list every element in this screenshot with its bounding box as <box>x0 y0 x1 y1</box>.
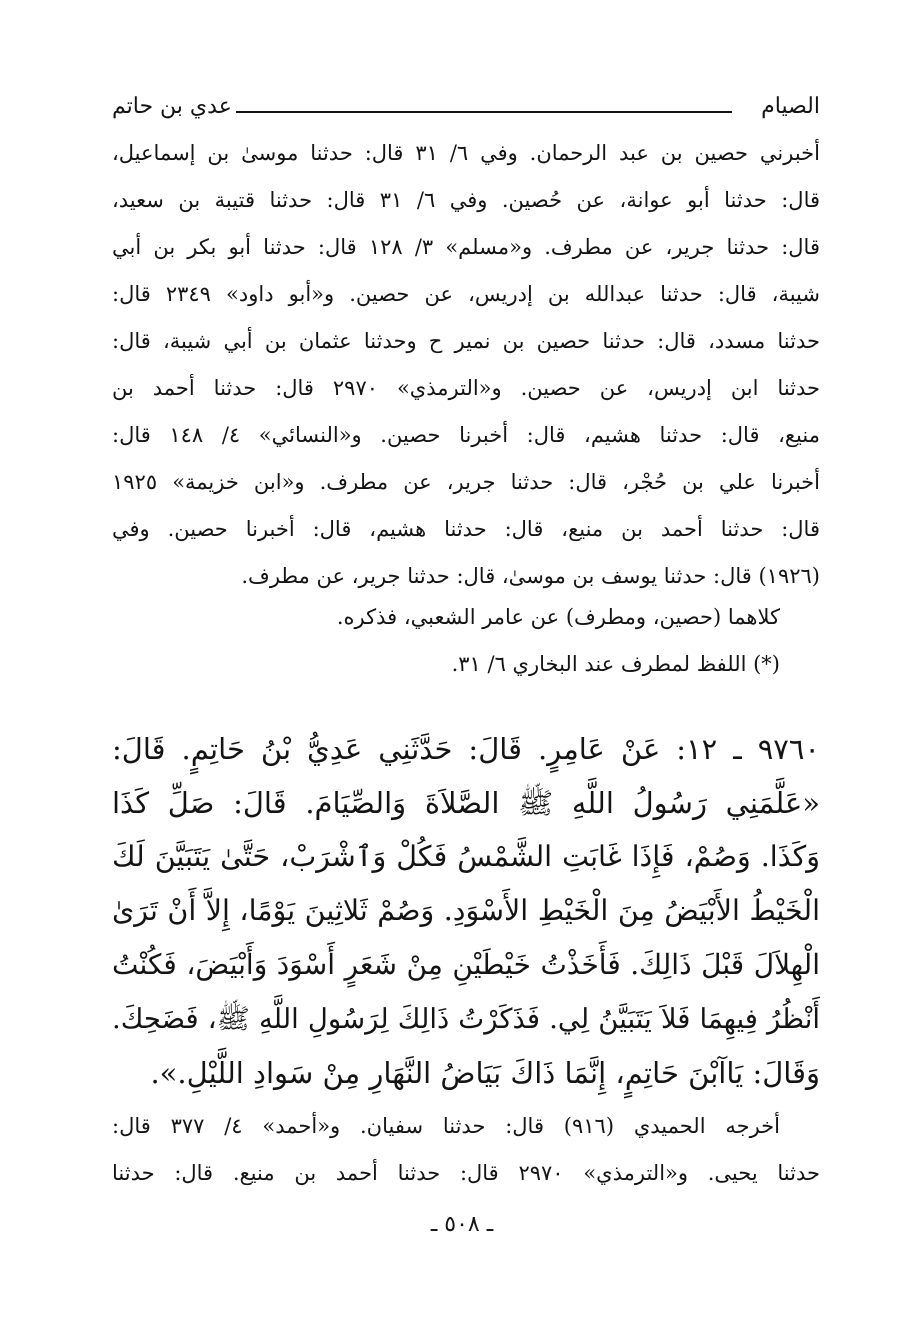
hadith-line: وَكَذَا. وَصُمْ، فَإِذَا غَابَتِ الشَّمْسُ فَكُلْ وَٱشْرَبْ، حَتَّىٰ يَتَبَيَّنَ لَكَ <box>112 840 820 873</box>
summary-line: كلاهما (حصين، ومطرف) عن عامر الشعبي، فذكره. <box>336 605 780 629</box>
text-line: أخبرنا علي بن حُجْر، قال: حدثنا جرير، عن مطرف. و«ابن خزيمة» ١٩٢٥ <box>112 470 820 494</box>
running-header <box>112 88 820 128</box>
hadith-line: الْهِلاَلَ قَبْلَ ذَالِكَ. فَأَخَذْتُ خَيْطَيْنِ مِنْ شَعَرٍ أَسْوَدَ وَأَبْيَضَ، فَكُنْتُ <box>112 948 820 981</box>
narrator-title: عدي بن حاتم <box>112 94 232 119</box>
text-line: قال: حدثنا جرير، عن مطرف. و«مسلم» ٣/ ١٢٨ قال: حدثنا أبو بكر بن أبي <box>112 235 820 259</box>
isnad-paragraph <box>112 130 820 600</box>
footnote-block <box>112 594 820 688</box>
text-line: أخبرني حصين بن عبد الرحمان. وفي ٦/ ٣١ قال: حدثنا موسىٰ بن إسماعيل، <box>112 141 820 165</box>
footnote-line: (*) اللفظ لمطرف عند البخاري ٦/ ٣١. <box>451 652 780 676</box>
hadith-line: «عَلَّمَنِي رَسُولُ اللَّهِ ﷺ الصَّلاَةَ وَالصِّيَامَ. قَالَ: صَلِّ كَذَا <box>112 786 820 820</box>
text-line: شيبة، قال: حدثنا عبدالله بن إدريس، عن حصين. و«أبو داود» ٢٣٤٩ قال: <box>112 282 820 306</box>
takhrij-paragraph <box>112 1103 820 1197</box>
hadith-line: وَقَالَ: يَاآبْنَ حَاتِمٍ، إِنَّمَا ذَاكَ بَيَاضُ النَّهَارِ مِنْ سَوادِ اللَّيْلِ.». <box>150 1056 820 1090</box>
hadith-line: الْخَيْطُ الأَبْيَضُ مِنَ الْخَيْطِ الأَسْوَدِ. وَصُمْ ثَلاثِينَ يَوْمًا، إِلاَّ أَنْ تَرَىٰ <box>112 894 820 927</box>
text-line: أخرجه الحميدي (٩١٦) قال: حدثنا سفيان. و«أحمد» ٤/ ٣٧٧ قال: <box>112 1114 780 1138</box>
text-line: (١٩٢٦) قال: حدثنا يوسف بن موسىٰ، قال: حدثنا جرير، عن مطرف. <box>241 564 820 588</box>
header-rule <box>236 111 732 113</box>
text-line: حدثنا مسدد، قال: حدثنا حصين بن نمير ح وحدثنا عثمان بن أبي شيبة، قال: <box>112 329 820 353</box>
page-number: ـ ٥٠٨ ـ <box>430 1212 494 1237</box>
text-line: قال: حدثنا أبو عوانة، عن حُصين. وفي ٦/ ٣١ قال: حدثنا قتيبة بن سعيد، <box>112 188 820 212</box>
text-line: منيع، قال: حدثنا هشيم، قال: أخبرنا حصين. و«النسائي» ٤/ ١٤٨ قال: <box>112 423 820 447</box>
hadith-line: ٩٧٦٠ ـ ١٢: عَنْ عَامِرٍ. قَالَ: حَدَّثَنِي عَدِيُّ بْنُ حَاتِمٍ. قَالَ: <box>112 732 820 766</box>
text-line: حدثنا يحيى. و«الترمذي» ٢٩٧٠ قال: حدثنا أحمد بن منيع. قال: حدثنا <box>112 1161 820 1185</box>
chapter-title: الصيام <box>761 94 820 119</box>
hadith-text <box>112 722 820 1100</box>
text-line: قال: حدثنا أحمد بن منيع، قال: حدثنا هشيم، قال: أخبرنا حصين. وفي <box>112 517 820 541</box>
text-line: حدثنا ابن إدريس، عن حصين. و«الترمذي» ٢٩٧٠ قال: حدثنا أحمد بن <box>112 376 820 400</box>
hadith-line: أَنْظُرُ فِيهِمَا فَلاَ يَتَبَيَّنُ لِي. فَذَكَرْتُ ذَالِكَ لِرَسُولِ اللَّهِ ﷺ، فَضَحِكَ. <box>112 1003 820 1035</box>
